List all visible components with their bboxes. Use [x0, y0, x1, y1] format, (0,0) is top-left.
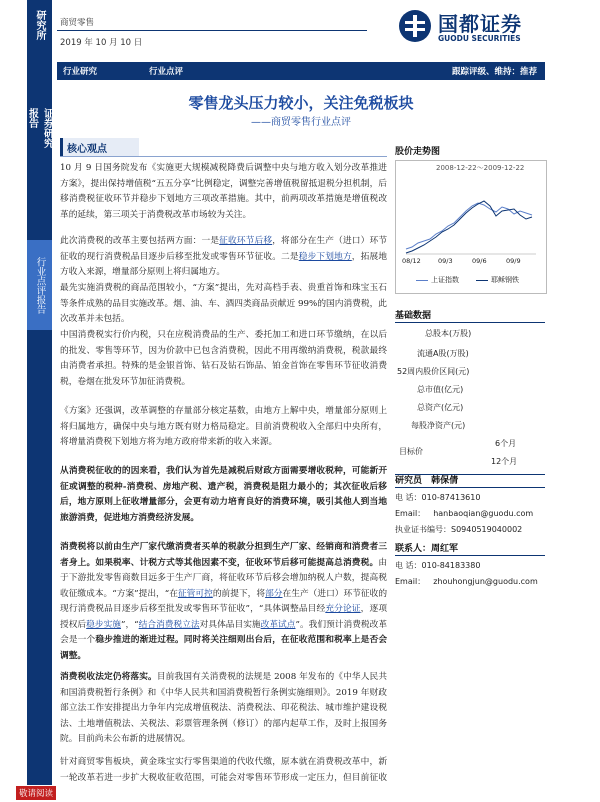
logo-en: GUODU SECURITIES — [438, 34, 521, 43]
paragraph-9: 针对商贸零售板块，黄金珠宝实行零售渠道的代收代缴，原本就在消费税改革中，新一轮改革若进一步扩大税收征收范围，可能会对零售环节形成一定压力，但目前征收 — [60, 757, 387, 783]
paragraph-5: 《方案》还强调，改革调整的存量部分核定基数，由地方上解中央，增量部分原则上将归属地方，确保中央与地方既有财力格局稳定。目前消费税收入全部归中央所有，将增量消费税下划地方将为地方政府带来新的收入来源。 — [60, 406, 387, 447]
contact-name: 周红军 — [431, 544, 459, 554]
paragraph-4: 中国消费税实行价内税，只在应税消费品的生产、委托加工和进口环节缴纳，在以后的批发、零售等环节，因为价款中已包含消费税，因此不用再缴纳消费税，税款最终由消费者承担。特殊的是金银首饰、钻石及钻石饰品、铂金首饰在零售环节征收消费税，卷烟在批发环节加征消费税。 — [60, 330, 387, 387]
section-core-view: 核心观点 — [60, 138, 139, 157]
header-date: 2019 年 10 月 10 日 — [60, 38, 143, 48]
legend-swatch-1 — [416, 280, 428, 281]
legend-label-2: 耶稣钢铁 — [491, 276, 519, 284]
researcher-name: 韩保倩 — [431, 476, 459, 486]
basic-row-0: 总股本(万股) — [425, 329, 472, 338]
section-rule — [60, 156, 387, 157]
paragraph-2: 此次消费税的改革主要包括两方面：一是征收环节后移，将部分在生产（进口）环节征收的现行消费税品目逐步后移至批发或零售环节征收。二是稳步下划地方，拓展地方收入来源，增量部分原则上将归属地方。 — [60, 236, 388, 277]
basic-data-rule — [395, 322, 545, 323]
stock-chart — [395, 160, 547, 294]
sidebar-top-label: 研究所 — [27, 0, 52, 50]
contact-phone: 010-84183380 — [421, 561, 481, 570]
chart-date-range: 2008-12-22～2009-12-22 — [436, 164, 525, 172]
basic-row-1: 流通A股(万股) — [417, 349, 469, 358]
bar-research-type: 行业研究 — [63, 67, 98, 77]
researcher-phone: 010-87413610 — [421, 493, 481, 502]
bar-report-type: 行业点评 — [149, 67, 184, 77]
paragraph-3: 最先实施消费税的商品范围较小，“方案”提出，先对高档手表、贵重首饰和珠宝玉石等条件成熟的品目实施改革。烟、油、车、酒四类商品贡献近 99%的国内消费税，此次改革并未包括。 — [60, 283, 387, 324]
researcher-rule — [395, 487, 545, 488]
target-label: 目标价 — [399, 447, 423, 456]
x-tick-2: 09/6 — [472, 257, 487, 265]
basic-row-2: 52周内股价区间(元) — [397, 367, 470, 376]
paragraph-8: 消费税收法定仍将落实。目前我国有关消费税的法规是 2008 年发布的《中华人民共和国消费税暂行条例》和《中华人民共和国消费税暂行条例实施细则》。2019 年财政部立法工作安排提出力争年内完成增值税法、消费税法、印花税法、城市维护建设税法、土地增值税法、关税法、彩票管理条例（修订）的部内起草工作，及时上报国务院。目前尚未公布新的进展情况。 — [60, 672, 388, 744]
contact-email[interactable]: zhouhongjun@guodu.com — [433, 577, 538, 586]
legend-swatch-2 — [476, 280, 488, 281]
x-tick-0: 08/12 — [402, 257, 421, 265]
paragraph-6: 从消费税征收的的因来看，我们认为首先是减税后财政方面需要增收税种，可能新开征或调整的税种-消费税、房地产税、遗产税，消费税是阻力最小的；其次征收后移后，地方原则上征收增量部分，会更有动力培育良好的消费环境，吸引其他人到当地旅游消费，促进地方消费经济发展。 — [60, 466, 387, 523]
researcher-cert: S0940519040002 — [451, 525, 523, 534]
report-info-bar — [57, 62, 545, 80]
basic-row-5: 每股净资产(元) — [411, 421, 466, 430]
paragraph-1: 10 月 9 日国务院发布《实施更大规模减税降费后调整中央与地方收入划分改革推进方案》，提出保持增值税“五五分享”比例稳定，调整完善增值税留抵退税分担机制，后移消费税征收环节并稳步下划地方三项改革措施。其中，前两项改革措施是增值税改革的延续，第三项关于消费税改革市场较为关注。 — [60, 163, 387, 220]
basic-row-4: 总资产(亿元) — [417, 403, 464, 412]
contact-role: 联系人 — [395, 544, 423, 554]
basic-row-3: 总市值(亿元) — [417, 385, 464, 394]
company-logo — [398, 6, 548, 50]
bar-rating: 跟踪评级、维持：推荐 — [451, 67, 537, 77]
researcher-email-row: Email： hanbaoqian@guodu.com — [395, 509, 534, 518]
footer — [0, 785, 600, 800]
contact-phone-row: 电 话：010-84183380 — [395, 561, 481, 570]
logo-mark-icon — [398, 9, 432, 43]
target-6m: 6个月 — [495, 439, 517, 448]
researcher-block — [395, 473, 458, 486]
sidebar-report-label: 证券研究报告 — [26, 108, 53, 148]
header-rule — [57, 30, 367, 31]
header-category: 商贸零售 — [60, 18, 95, 28]
paragraph-7: 消费税将以前由生产厂家代缴消费者买单的税款分担到生产厂家、经销商和消费者三者身上。如果税率、计税方式等其他因素不变，征收环节后移可能提高总消费税。由于下游批发零售商数目远多于生产厂商，将征收环节后移会增加纳税人户数，提高税收征缴成本。“方案”提出，“在征管可控的前提下，将部分在生产（进口）环节征收的现行消费税品目逐步后移至批发或零售环节征收”，“具体调整品目经充分论证，逐项授权后稳步实施”，“结合消费税立法对具体品目实施改革试点”。我们预计消费税改革会是一个稳步推进的渐进过程。同时将关注细则出台后，在征收范围和税率上是否会调整。 — [60, 542, 388, 661]
basic-data-title: 基础数据 — [395, 311, 432, 321]
researcher-email[interactable]: hanbaoqian@guodu.com — [433, 509, 534, 518]
researcher-phone-row: 电 话：010-87413610 — [395, 493, 481, 502]
contact-rule — [395, 555, 545, 556]
contact-block: 联系人：周红军 — [395, 544, 459, 554]
researcher-cert-row: 执业证书编号：S0940519040002 — [395, 525, 523, 534]
x-tick-1: 09/3 — [438, 257, 453, 265]
chart-title: 股价走势图 — [395, 147, 441, 157]
footer-label: 敬请阅读 — [16, 786, 56, 800]
target-12m: 12个月 — [491, 457, 518, 466]
chart-legend — [416, 275, 536, 287]
researcher-role: 研究员 — [395, 476, 423, 486]
report-subtitle: ——商贸零售行业点评 — [251, 117, 351, 128]
logo-cn: 国都证券 — [438, 12, 522, 36]
sidebar-type-label: 行业点评报告 — [27, 240, 52, 330]
x-tick-3: 09/9 — [506, 257, 521, 265]
legend-label-1: 上证指数 — [431, 276, 459, 284]
report-title: 零售龙头压力较小，关注免税板块 — [188, 94, 414, 112]
contact-email-row: Email： zhouhongjun@guodu.com — [395, 577, 538, 586]
